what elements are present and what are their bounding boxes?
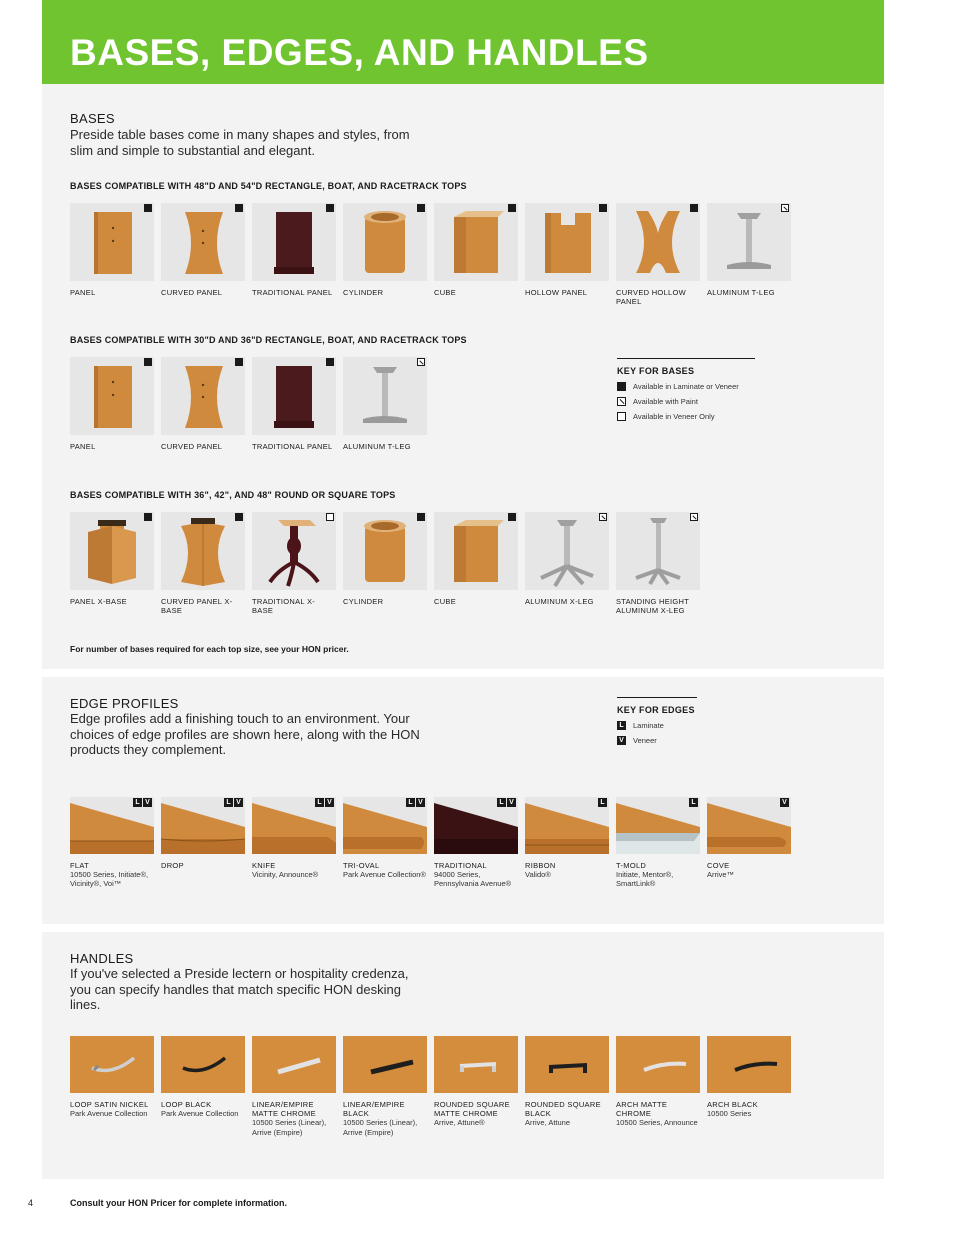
base-tile — [616, 512, 700, 615]
base-tile — [252, 512, 336, 615]
base-tile — [161, 357, 245, 451]
base-name: CUBE — [434, 288, 457, 297]
handle-name: LOOP BLACK — [161, 1100, 212, 1109]
handles-title: HANDLES — [70, 951, 134, 966]
laminate-veneer-icon — [235, 204, 243, 212]
laminate-veneer-icon — [235, 358, 243, 366]
edge-tile — [343, 797, 427, 879]
laminate-icon: L — [315, 798, 324, 807]
handle-tile — [616, 1036, 700, 1128]
base-name: CURVED HOLLOW PANEL — [616, 288, 687, 306]
key-laminate-veneer: Available in Laminate or Veneer — [617, 382, 755, 391]
base-name: CURVED PANEL X-BASE — [161, 597, 233, 615]
base-name: TRADITIONAL PANEL — [252, 288, 333, 297]
base-tile — [161, 512, 245, 615]
handle-tile — [70, 1036, 154, 1119]
base-name: CUBE — [434, 597, 457, 606]
laminate-veneer-icon — [144, 358, 152, 366]
edges-title: EDGE PROFILES — [70, 696, 179, 711]
edge-name: RIBBON — [525, 861, 556, 870]
handle-name: LINEAR/EMPIRE MATTE CHROME — [252, 1100, 316, 1118]
handle-name: ROUNDED SQUARE MATTE CHROME — [434, 1100, 510, 1118]
bases-note: For number of bases required for each top size, see your HON pricer. — [70, 644, 349, 654]
laminate-icon: L — [497, 798, 506, 807]
laminate-veneer-icon — [417, 513, 425, 521]
base-tile — [70, 512, 154, 606]
veneer-only-icon — [326, 513, 334, 521]
handle-products: Arrive, Attune — [525, 1118, 571, 1127]
veneer-only-icon — [617, 412, 626, 421]
handles-description: If you've selected a Preside lectern or hospitality credenza, you can specify handles that match specific HON desking lines. — [70, 966, 409, 1012]
edge-products: 94000 Series, Pennsylvania Avenue® — [434, 870, 512, 888]
bases-group2-heading: BASES COMPATIBLE WITH 30"D AND 36"D RECTANGLE, BOAT, AND RACETRACK TOPS — [70, 335, 467, 345]
edge-products: Initiate, Mentor®, SmartLink® — [616, 870, 674, 888]
handle-tile — [434, 1036, 518, 1128]
handle-tile — [343, 1036, 427, 1137]
edge-tile — [616, 797, 700, 888]
paint-icon — [617, 397, 626, 406]
laminate-veneer-icon — [508, 204, 516, 212]
edges-key — [617, 697, 697, 745]
base-tile — [616, 203, 700, 306]
page-number: 4 — [28, 1198, 34, 1208]
page-header — [42, 0, 884, 84]
veneer-icon: V — [234, 798, 243, 807]
paint-icon — [599, 513, 607, 521]
laminate-veneer-icon — [690, 204, 698, 212]
laminate-icon: L — [617, 721, 626, 730]
paint-icon — [417, 358, 425, 366]
bases-group1-heading: BASES COMPATIBLE WITH 48"D AND 54"D RECTANGLE, BOAT, AND RACETRACK TOPS — [70, 181, 467, 191]
laminate-icon: L — [133, 798, 142, 807]
base-tile — [161, 203, 245, 297]
handle-products: Arrive, Attune® — [434, 1118, 485, 1127]
edge-name: FLAT — [70, 861, 89, 870]
base-name: ALUMINUM T-LEG — [343, 442, 411, 451]
paint-icon — [781, 204, 789, 212]
laminate-icon: L — [689, 798, 698, 807]
veneer-icon: V — [416, 798, 425, 807]
edge-tile — [70, 797, 154, 888]
laminate-veneer-icon — [417, 204, 425, 212]
edge-tile — [252, 797, 336, 879]
handle-products: Park Avenue Collection — [161, 1109, 239, 1118]
veneer-icon: V — [617, 736, 626, 745]
laminate-veneer-icon — [326, 204, 334, 212]
handle-name: ARCH MATTE CHROME — [616, 1100, 668, 1118]
handle-name: LOOP SATIN NICKEL — [70, 1100, 149, 1109]
handle-products: 10500 Series (Linear), Arrive (Empire) — [343, 1118, 418, 1137]
base-tile — [343, 357, 427, 451]
bases-description: Preside table bases come in many shapes and styles, from slim and simple to substantial and elegant. — [70, 127, 410, 158]
paint-icon — [690, 513, 698, 521]
edge-products: Vicinity, Announce® — [252, 870, 319, 879]
handle-tile — [161, 1036, 245, 1119]
edge-name: COVE — [707, 861, 730, 870]
base-name: TRADITIONAL X-BASE — [252, 597, 316, 615]
laminate-veneer-icon — [326, 358, 334, 366]
handle-tile — [252, 1036, 336, 1137]
handle-tile — [707, 1036, 791, 1119]
handle-tile — [525, 1036, 609, 1128]
edge-tile — [434, 797, 518, 888]
key-laminate: L Laminate — [617, 721, 697, 730]
base-tile — [525, 512, 609, 606]
key-veneer: V Veneer — [617, 736, 697, 745]
key-veneer-only: Available in Veneer Only — [617, 412, 755, 421]
veneer-icon: V — [780, 798, 789, 807]
veneer-icon: V — [143, 798, 152, 807]
veneer-icon: V — [325, 798, 334, 807]
bases-group3-heading: BASES COMPATIBLE WITH 36", 42", AND 48" ROUND OR SQUARE TOPS — [70, 490, 396, 500]
base-name: STANDING HEIGHT ALUMINUM X-LEG — [616, 597, 689, 615]
base-name: ALUMINUM T-LEG — [707, 288, 775, 297]
edge-name: T-MOLD — [616, 861, 647, 870]
handle-name: ROUNDED SQUARE BLACK — [525, 1100, 601, 1118]
edge-products: Park Avenue Collection® — [343, 870, 426, 879]
handle-products: 10500 Series, Announce — [616, 1118, 698, 1127]
edge-name: TRADITIONAL — [434, 861, 487, 870]
bases-section — [42, 84, 884, 669]
base-name: PANEL — [70, 442, 96, 451]
laminate-icon: L — [224, 798, 233, 807]
base-tile — [252, 357, 336, 451]
page-title: BASES, EDGES, AND HANDLES — [70, 32, 649, 73]
base-name: CYLINDER — [343, 597, 384, 606]
base-name: HOLLOW PANEL — [525, 288, 588, 297]
laminate-icon: L — [598, 798, 607, 807]
edge-tile — [707, 797, 791, 879]
laminate-veneer-icon — [235, 513, 243, 521]
veneer-icon: V — [507, 798, 516, 807]
laminate-icon: L — [406, 798, 415, 807]
footer-note: Consult your HON Pricer for complete information. — [70, 1198, 288, 1208]
edges-description: Edge profiles add a finishing touch to an environment. Your choices of edge profiles are shown here, along with the HON products they complement. — [70, 711, 420, 757]
laminate-veneer-icon — [599, 204, 607, 212]
base-tile — [343, 203, 427, 297]
edge-name: TRI-OVAL — [343, 861, 380, 870]
base-tile — [343, 512, 427, 606]
base-tile — [70, 203, 154, 297]
base-name: CURVED PANEL — [161, 442, 223, 451]
base-tile — [707, 203, 791, 297]
edge-products: Valido® — [525, 870, 551, 879]
base-tile — [525, 203, 609, 297]
edges-section — [42, 677, 884, 924]
laminate-veneer-icon — [508, 513, 516, 521]
base-name: ALUMINUM X-LEG — [525, 597, 594, 606]
base-name: CYLINDER — [343, 288, 384, 297]
base-name: PANEL X-BASE — [70, 597, 127, 606]
base-tile — [252, 203, 336, 297]
laminate-veneer-icon — [144, 513, 152, 521]
edge-products: Arrive™ — [707, 870, 735, 879]
handle-products: 10500 Series (Linear), Arrive (Empire) — [252, 1118, 327, 1137]
handle-name: ARCH BLACK — [707, 1100, 758, 1109]
edge-products: 10500 Series, Initiate®, Vicinity®, Voi™ — [70, 870, 149, 888]
bases-key — [617, 358, 755, 421]
base-tile — [434, 203, 518, 297]
edge-name: DROP — [161, 861, 184, 870]
laminate-veneer-icon — [144, 204, 152, 212]
edge-tile — [525, 797, 609, 879]
key-paint: Available with Paint — [617, 397, 755, 406]
handle-products: Park Avenue Collection — [70, 1109, 148, 1118]
handle-name: LINEAR/EMPIRE BLACK — [343, 1100, 405, 1118]
edge-name: KNIFE — [252, 861, 276, 870]
bases-key-title: KEY FOR BASES — [617, 366, 695, 376]
bases-title: BASES — [70, 111, 115, 126]
edges-key-title: KEY FOR EDGES — [617, 705, 695, 715]
base-name: TRADITIONAL PANEL — [252, 442, 333, 451]
laminate-veneer-icon — [617, 382, 626, 391]
handles-section — [42, 932, 884, 1179]
base-tile — [434, 512, 518, 606]
handle-products: 10500 Series — [707, 1109, 752, 1118]
base-tile — [70, 357, 154, 451]
base-name: CURVED PANEL — [161, 288, 223, 297]
edge-tile — [161, 797, 245, 870]
base-name: PANEL — [70, 288, 96, 297]
